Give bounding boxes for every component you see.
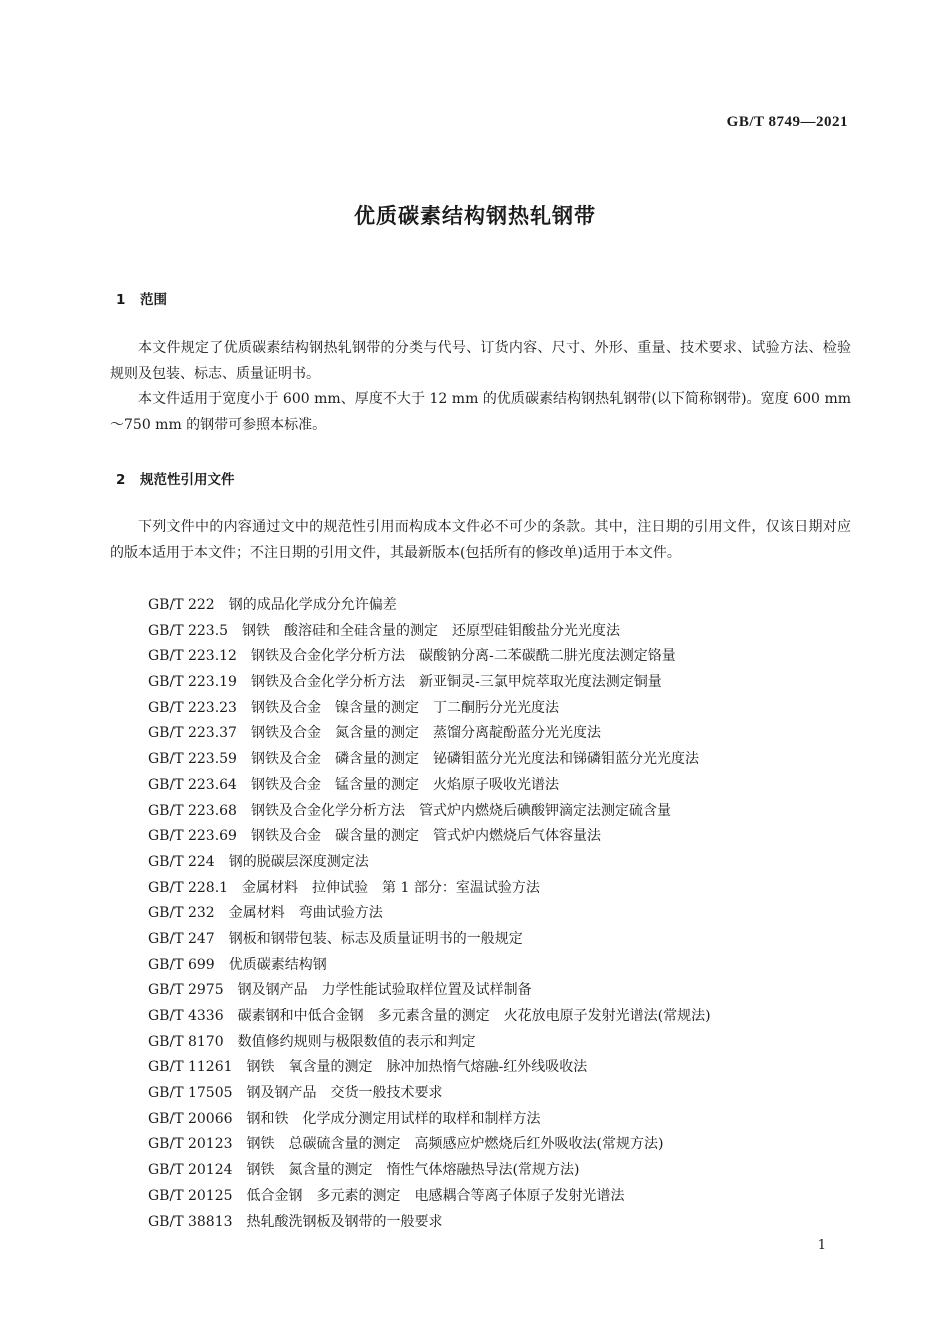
reference-item: GB/T 17505 钢及钢产品 交货一般技术要求	[148, 1085, 443, 1102]
standard-number: GB/T 8749—2021	[726, 114, 848, 130]
scope-paragraph-2: 本文件适用于宽度小于 600 mm、厚度不大于 12 mm 的优质碳素结构钢热轧钢带(以下简称钢带)。宽度 600 mm～750 mm 的钢带可参照本标准。	[110, 391, 851, 433]
document-title: 优质碳素结构钢热轧钢带	[354, 204, 596, 228]
reference-item: GB/T 20123 钢铁 总碳硫含量的测定 高频感应炉燃烧后红外吸收法(常规方法)	[148, 1136, 664, 1153]
reference-item: GB/T 223.12 钢铁及合金化学分析方法 碳酸钠分离-二苯碳酰二肼光度法测定铬量	[148, 648, 676, 665]
references-intro: 下列文件中的内容通过文中的规范性引用而构成本文件必不可少的条款。其中，注日期的引用文件，仅该日期对应的版本适用于本文件；不注日期的引用文件，其最新版本(包括所有的修改单)适用于本文件。	[110, 519, 851, 561]
scope-paragraph-1: 本文件规定了优质碳素结构钢热轧钢带的分类与代号、订货内容、尺寸、外形、重量、技术要求、试验方法、检验规则及包装、标志、质量证明书。	[110, 340, 851, 382]
reference-item: GB/T 223.59 钢铁及合金 磷含量的测定 铋磷钼蓝分光光度法和锑磷钼蓝分光光度法	[148, 751, 699, 768]
reference-item: GB/T 223.5 钢铁 酸溶硅和全硅含量的测定 还原型硅钼酸盐分光光度法	[148, 622, 621, 639]
reference-item: GB/T 223.68 钢铁及合金化学分析方法 管式炉内燃烧后碘酸钾滴定法测定硫含量	[148, 802, 671, 819]
reference-item: GB/T 223.37 钢铁及合金 氮含量的测定 蒸馏分离靛酚蓝分光光度法	[148, 725, 601, 742]
reference-item: GB/T 11261 钢铁 氧含量的测定 脉冲加热惰气熔融-红外线吸收法	[148, 1059, 588, 1076]
reference-item: GB/T 223.64 钢铁及合金 锰含量的测定 火焰原子吸收光谱法	[148, 776, 559, 793]
reference-item: GB/T 4336 碳素钢和中低合金钢 多元素含量的测定 火花放电原子发射光谱法(常规法)	[148, 1008, 711, 1024]
reference-item: GB/T 20066 钢和铁 化学成分测定用试样的取样和制样方法	[148, 1110, 541, 1127]
reference-item: GB/T 8170 数值修约规则与极限数值的表示和判定	[148, 1033, 476, 1050]
reference-item: GB/T 228.1 金属材料 拉伸试验 第 1 部分：室温试验方法	[148, 879, 540, 896]
reference-item: GB/T 20125 低合金钢 多元素的测定 电感耦合等离子体原子发射光谱法	[148, 1187, 625, 1204]
reference-item: GB/T 2975 钢及钢产品 力学性能试验取样位置及试样制备	[148, 982, 532, 999]
reference-item: GB/T 20124 钢铁 氮含量的测定 惰性气体熔融热导法(常规方法)	[148, 1162, 580, 1179]
reference-item: GB/T 699 优质碳素结构钢	[148, 956, 327, 973]
reference-item: GB/T 222 钢的成品化学成分允许偏差	[148, 597, 397, 613]
section-2-title: 规范性引用文件	[140, 472, 235, 488]
reference-item: GB/T 38813 热轧酸洗钢板及钢带的一般要求	[148, 1213, 443, 1230]
reference-item: GB/T 223.23 钢铁及合金 镍含量的测定 丁二酮肟分光光度法	[148, 699, 559, 716]
reference-item: GB/T 223.19 钢铁及合金化学分析方法 新亚铜灵-三氯甲烷萃取光度法测定铜量	[148, 674, 662, 691]
reference-item: GB/T 224 钢的脱碳层深度测定法	[148, 853, 369, 870]
section-1-number: 1	[116, 292, 126, 308]
reference-list	[148, 593, 868, 1235]
section-2-heading	[116, 468, 235, 488]
reference-item: GB/T 247 钢板和钢带包装、标志及质量证明书的一般规定	[148, 930, 523, 947]
section-1-title: 范围	[140, 292, 167, 308]
reference-item: GB/T 232 金属材料 弯曲试验方法	[148, 905, 383, 922]
section-1-heading	[116, 288, 167, 308]
page-number: 1	[817, 1238, 826, 1253]
reference-item: GB/T 223.69 钢铁及合金 碳含量的测定 管式炉内燃烧后气体容量法	[148, 828, 601, 845]
section-2-number: 2	[116, 472, 126, 488]
